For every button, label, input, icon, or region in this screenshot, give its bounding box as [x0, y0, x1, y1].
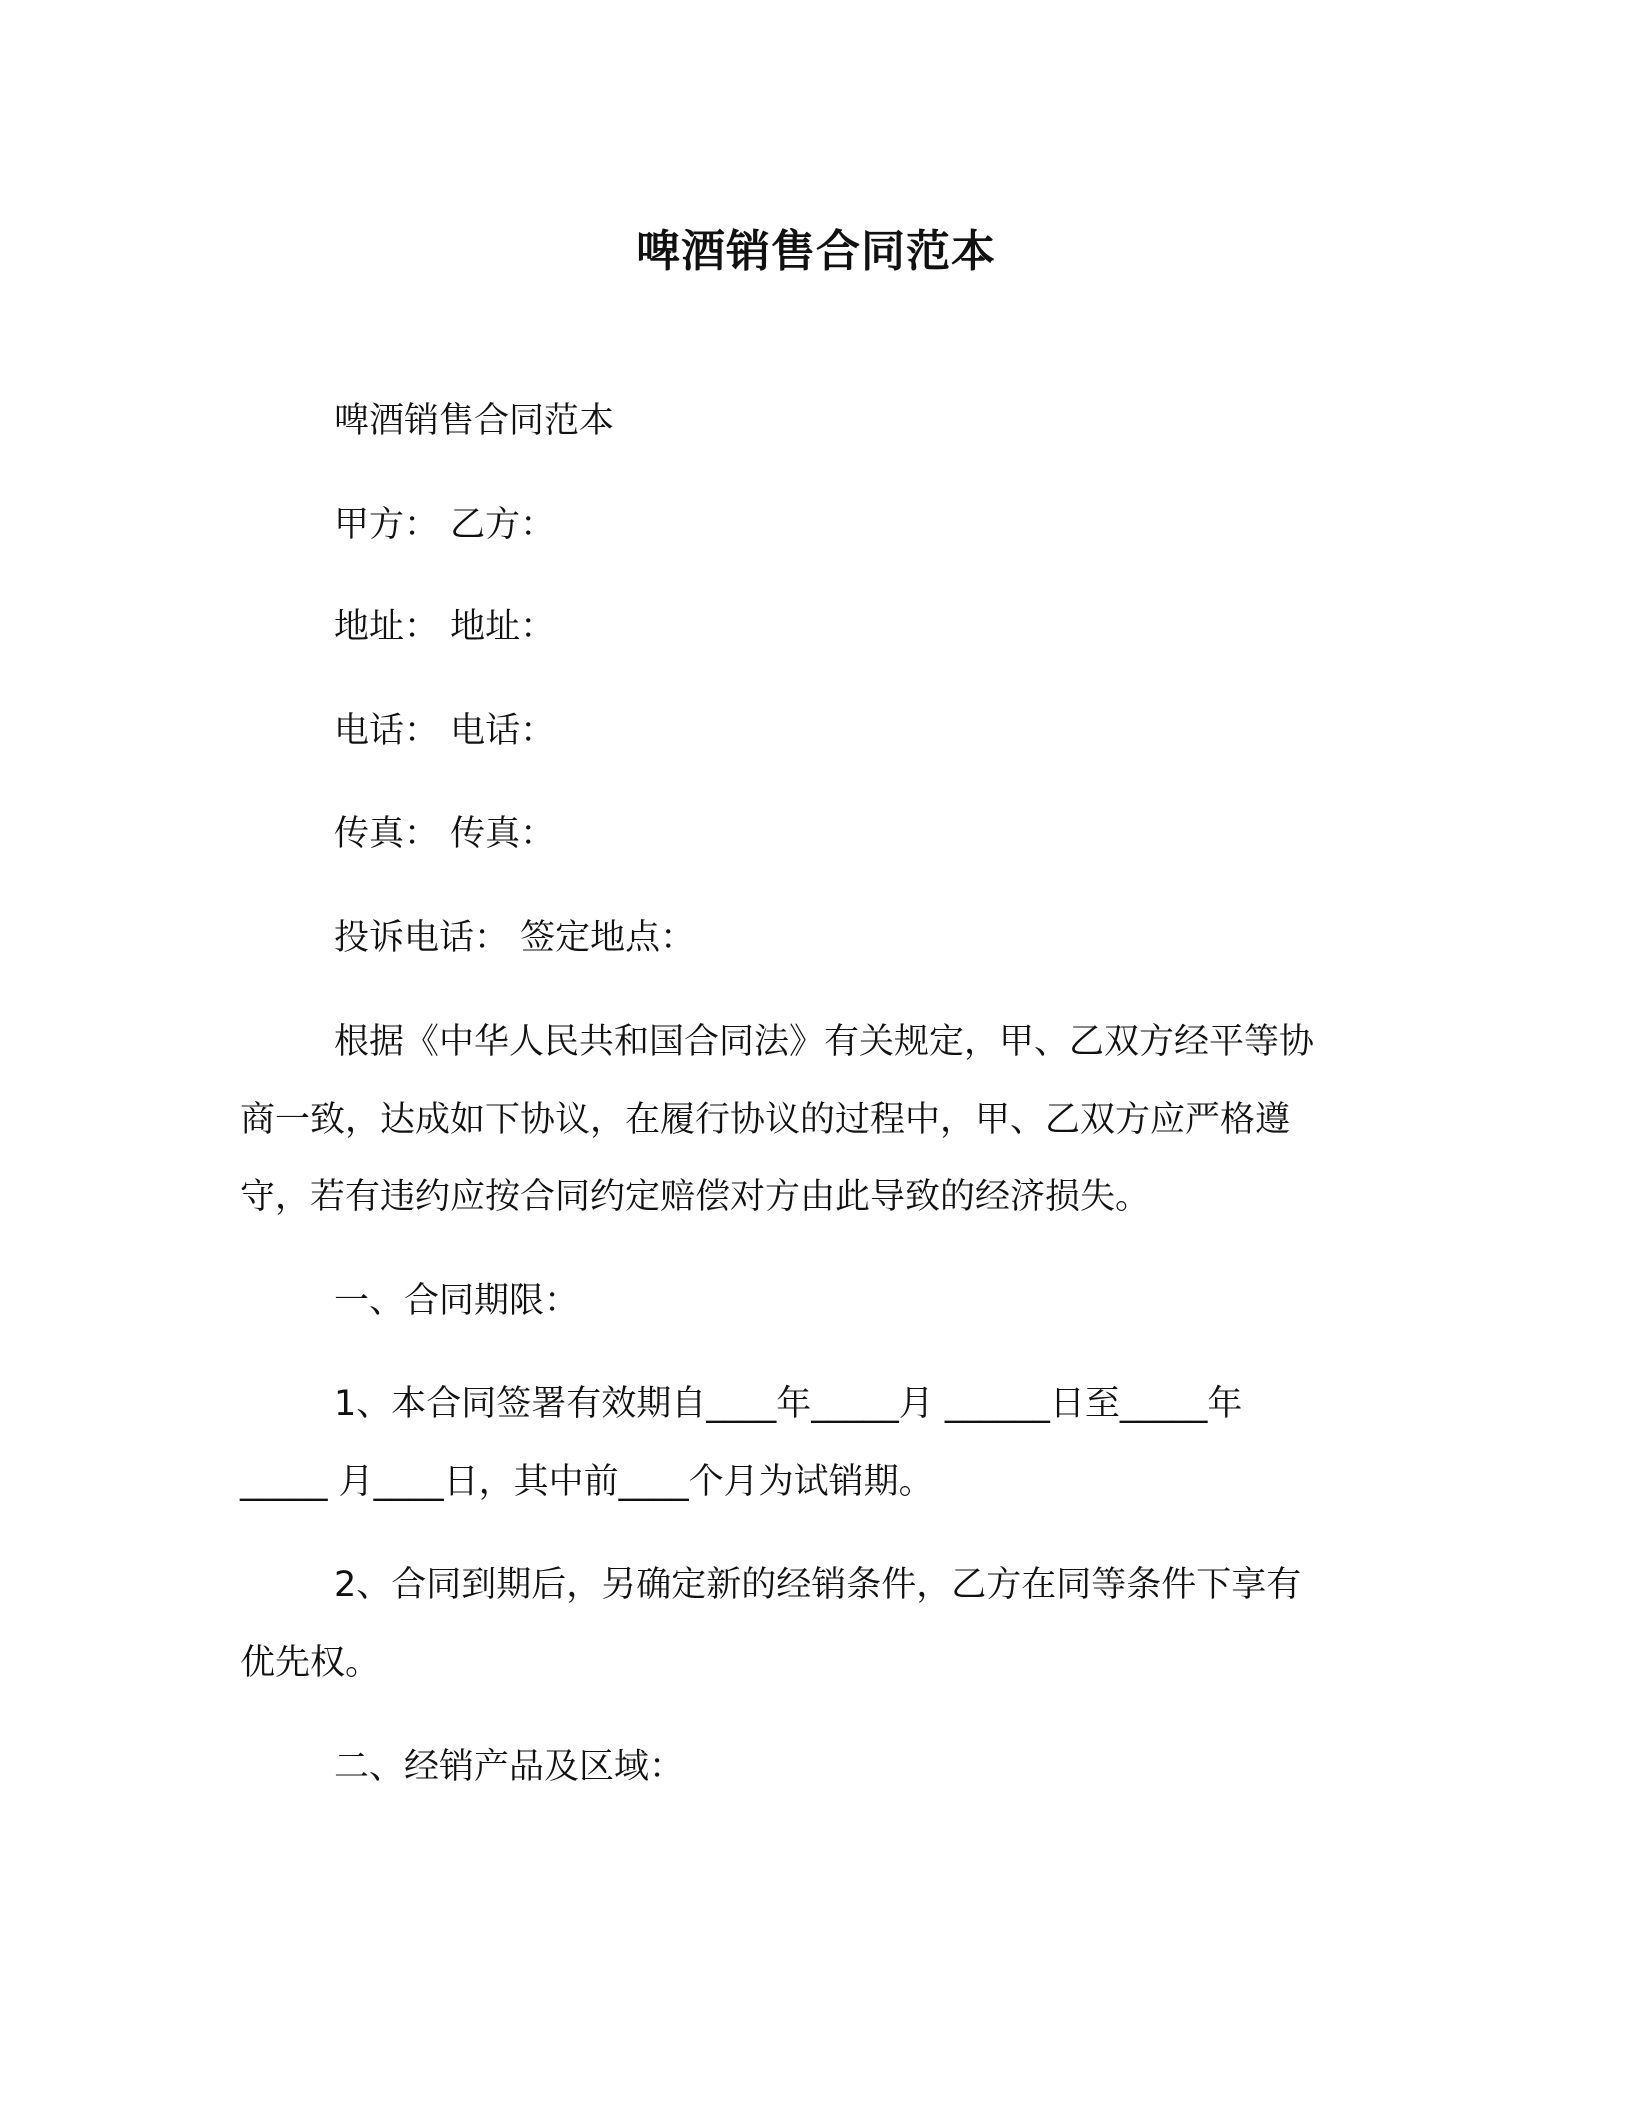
preamble-line-3: 守，若有违约应按合同约定赔偿对方由此导致的经济损失。: [240, 1177, 1151, 1217]
section2-heading: 二、经销产品及区域：: [334, 1747, 685, 1787]
party-line: 甲方： 乙方：: [334, 505, 556, 545]
section1-heading: 一、合同期限：: [334, 1281, 580, 1321]
clause2-line-2: 优先权。: [240, 1643, 381, 1683]
document-subtitle: 啤酒销售合同范本: [334, 401, 615, 441]
preamble-line-2: 商一致，达成如下协议，在履行协议的过程中，甲、乙双方应严格遵: [240, 1100, 1291, 1140]
clause1-line-1: 1、本合同签署有效期自____年_____月 ______日至_____年: [334, 1384, 1243, 1424]
clause1-line-2: _____ 月____日，其中前____个月为试销期。: [240, 1462, 934, 1502]
complaint-line: 投诉电话： 签定地点：: [334, 918, 696, 958]
clause2-line-1: 2、合同到期后，另确定新的经销条件，乙方在同等条件下享有: [334, 1565, 1302, 1605]
address-line: 地址： 地址：: [334, 607, 556, 647]
fax-line: 传真： 传真：: [334, 814, 556, 854]
document-title: 啤酒销售合同范本: [636, 226, 996, 277]
preamble-line-1: 根据《中华人民共和国合同法》有关规定，甲、乙双方经平等协: [334, 1022, 1315, 1062]
phone-line: 电话： 电话：: [334, 711, 556, 751]
